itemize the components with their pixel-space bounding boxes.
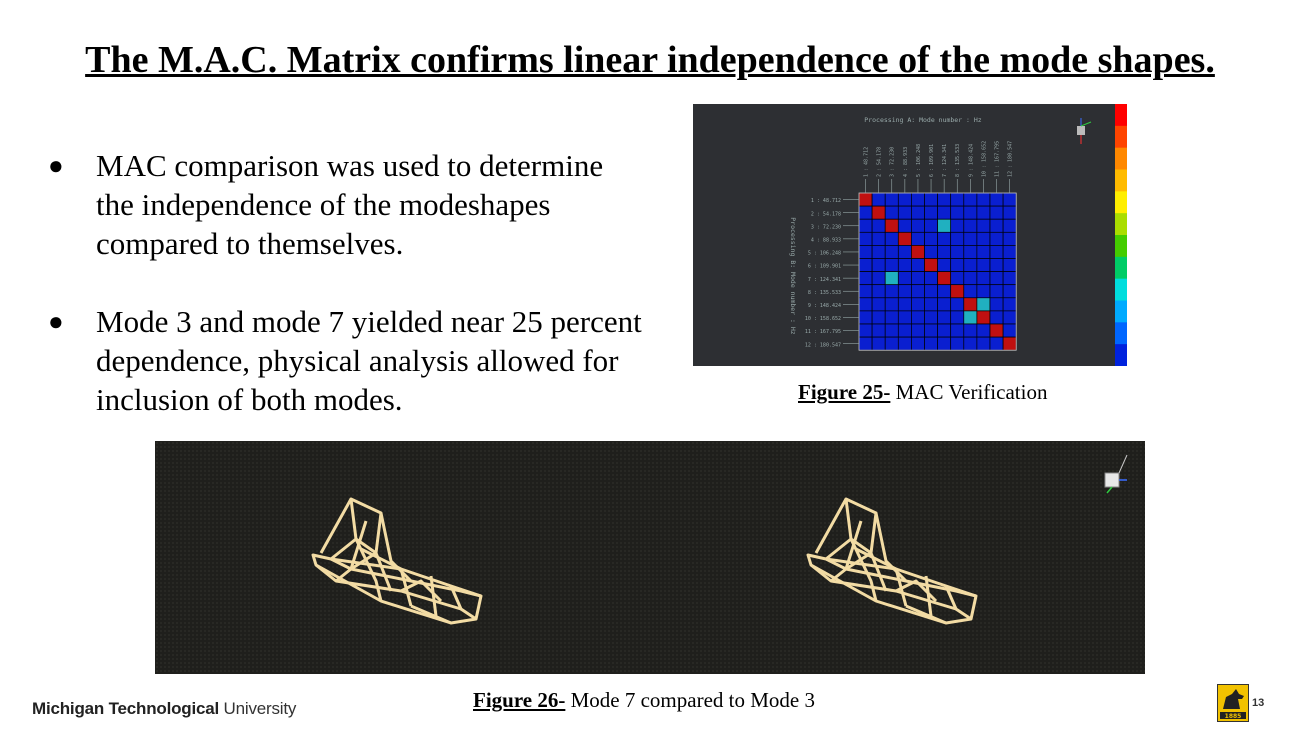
figure25-caption-text: MAC Verification — [890, 380, 1048, 404]
mac-cell — [885, 206, 898, 219]
mac-row-label: 10 : 158.652 — [804, 316, 841, 323]
mac-cell — [1003, 245, 1016, 258]
mac-cell — [1003, 193, 1016, 206]
mac-cell — [951, 298, 964, 311]
mac-cell — [990, 324, 1003, 337]
mac-cell — [1003, 285, 1016, 298]
figure25-caption — [798, 380, 1047, 405]
mac-cell — [964, 193, 977, 206]
mac-cell — [885, 298, 898, 311]
mac-col-label: 9 : 148.424 — [968, 143, 975, 177]
mac-cell — [951, 285, 964, 298]
mac-row-label: 2 : 54.178 — [810, 211, 841, 218]
mac-cell — [859, 206, 872, 219]
mac-cell — [925, 193, 938, 206]
mac-cell — [977, 232, 990, 245]
mac-cell — [938, 337, 951, 350]
mac-cell — [911, 272, 924, 285]
mac-cell — [977, 272, 990, 285]
mac-cell — [898, 193, 911, 206]
mac-cell — [859, 272, 872, 285]
mode-shapes-figure — [155, 441, 1145, 674]
mac-cell — [859, 324, 872, 337]
orientation-cube-icon — [1105, 455, 1127, 493]
legend-background — [1127, 104, 1143, 366]
mac-cell — [872, 311, 885, 324]
legend-swatch — [1115, 213, 1127, 235]
mac-cell — [911, 206, 924, 219]
mac-row-label: 6 : 109.901 — [807, 263, 841, 270]
mac-cell — [911, 337, 924, 350]
mac-cell — [1003, 259, 1016, 272]
mac-cell — [977, 298, 990, 311]
legend-swatch — [1115, 191, 1127, 213]
mac-cell — [859, 285, 872, 298]
mac-cell — [898, 219, 911, 232]
mac-cell — [990, 206, 1003, 219]
mac-y-axis-label: Processing B: Mode number : Hz — [789, 217, 797, 335]
mac-cell — [872, 285, 885, 298]
mac-cell — [911, 324, 924, 337]
mac-cell — [951, 206, 964, 219]
mac-cell — [951, 337, 964, 350]
badge-year: 1885 — [1224, 713, 1242, 720]
mac-cell — [977, 259, 990, 272]
mac-cell — [990, 337, 1003, 350]
legend-swatch — [1115, 279, 1127, 301]
orientation-triad-icon — [1077, 118, 1091, 144]
mac-cell — [898, 259, 911, 272]
mac-cell — [898, 272, 911, 285]
mac-cell — [925, 232, 938, 245]
legend-swatch — [1115, 322, 1127, 344]
mac-cell — [951, 259, 964, 272]
mac-cell — [885, 337, 898, 350]
mac-cell — [859, 193, 872, 206]
mac-cell — [951, 272, 964, 285]
mac-cell — [925, 324, 938, 337]
mac-cell — [925, 259, 938, 272]
mac-plot-title: Processing A: Mode number : Hz — [864, 116, 982, 124]
mac-cell — [1003, 298, 1016, 311]
mac-cell — [872, 232, 885, 245]
bullet-dot-icon: ● — [48, 307, 64, 336]
mac-cell — [872, 337, 885, 350]
mac-row-label: 1 : 48.712 — [810, 198, 841, 205]
mac-cell — [964, 272, 977, 285]
legend-swatch — [1115, 170, 1127, 192]
mac-cell — [898, 311, 911, 324]
mac-cell — [977, 311, 990, 324]
mac-cell — [925, 298, 938, 311]
mac-cell — [990, 259, 1003, 272]
mac-cell — [964, 245, 977, 258]
mac-cell — [872, 219, 885, 232]
mac-matrix-plot — [693, 104, 1143, 366]
mac-cell — [964, 311, 977, 324]
mac-cell — [990, 232, 1003, 245]
mac-cell — [872, 324, 885, 337]
mac-cell — [951, 324, 964, 337]
mac-cell — [859, 245, 872, 258]
mac-cell — [898, 206, 911, 219]
mac-row-label: 7 : 124.341 — [807, 276, 841, 283]
figure26-caption — [473, 688, 815, 713]
mac-cell — [977, 206, 990, 219]
mac-cell — [951, 219, 964, 232]
mac-cell — [911, 259, 924, 272]
legend-swatch — [1115, 301, 1127, 323]
mac-cell — [964, 219, 977, 232]
mac-cell — [872, 245, 885, 258]
mac-cell — [911, 232, 924, 245]
mode7-frame-shape — [313, 499, 481, 623]
mac-col-label: 1 : 48.712 — [863, 146, 870, 177]
mac-cell — [859, 232, 872, 245]
mac-cell — [964, 206, 977, 219]
mac-row-label: 9 : 148.424 — [807, 302, 841, 309]
mac-cell — [951, 245, 964, 258]
mac-cell — [885, 219, 898, 232]
mac-cell — [951, 311, 964, 324]
mac-cell — [898, 324, 911, 337]
mac-cell — [964, 259, 977, 272]
mac-cell — [938, 324, 951, 337]
mac-cell — [925, 272, 938, 285]
mac-cell — [990, 219, 1003, 232]
figure26-caption-label: Figure 26- — [473, 688, 566, 712]
slide-title: The M.A.C. Matrix confirms linear independence of the mode shapes. — [85, 39, 1215, 81]
mac-cell — [872, 298, 885, 311]
mac-cell — [925, 206, 938, 219]
mac-cell — [990, 245, 1003, 258]
mac-cell — [990, 298, 1003, 311]
bullet-list — [48, 146, 648, 458]
mac-cell — [1003, 311, 1016, 324]
mac-cell — [859, 337, 872, 350]
mac-cell — [938, 245, 951, 258]
mac-cell — [938, 311, 951, 324]
mac-row-label: 12 : 180.547 — [804, 342, 841, 349]
mac-col-label: 8 : 135.533 — [955, 143, 962, 177]
mac-color-legend — [1115, 104, 1143, 366]
mac-cell — [1003, 219, 1016, 232]
mac-cell — [1003, 206, 1016, 219]
legend-swatch — [1115, 235, 1127, 257]
mac-cell — [898, 285, 911, 298]
mac-cell — [885, 259, 898, 272]
bullet-item — [48, 302, 648, 419]
mac-cell — [977, 193, 990, 206]
mac-cell — [859, 311, 872, 324]
mac-cell — [885, 285, 898, 298]
mac-col-label: 3 : 72.230 — [889, 146, 896, 177]
mac-cell — [938, 259, 951, 272]
mac-col-label: 4 : 88.933 — [902, 146, 909, 177]
mac-cell — [990, 311, 1003, 324]
mac-col-label: 6 : 109.901 — [929, 143, 936, 177]
mac-cell — [885, 193, 898, 206]
mac-cell — [911, 193, 924, 206]
figure25-caption-label: Figure 25- — [798, 380, 891, 404]
mac-cell — [977, 245, 990, 258]
mac-cell — [938, 219, 951, 232]
bullet-text: Mode 3 and mode 7 yielded near 25 percent dependence, physical analysis allowed for inclusion of both modes. — [96, 304, 642, 417]
mac-col-label: 10 : 158.652 — [981, 140, 988, 177]
mac-cell — [898, 298, 911, 311]
mac-col-label: 11 : 167.795 — [994, 140, 1001, 177]
mac-cell — [885, 232, 898, 245]
mac-cell — [898, 245, 911, 258]
mac-cell — [938, 285, 951, 298]
mac-cell — [925, 285, 938, 298]
mac-row-label: 4 : 88.933 — [810, 237, 841, 244]
mac-cell — [911, 245, 924, 258]
mac-cell — [1003, 324, 1016, 337]
mac-cell — [859, 259, 872, 272]
mac-row-label: 5 : 106.248 — [807, 250, 841, 257]
mac-cell — [990, 193, 1003, 206]
mac-cell — [977, 219, 990, 232]
legend-swatch — [1115, 148, 1127, 170]
mode-shapes-plot — [155, 441, 1145, 674]
mac-cell — [925, 245, 938, 258]
mac-cell — [977, 337, 990, 350]
mac-cell — [911, 219, 924, 232]
mac-cell — [990, 272, 1003, 285]
mac-cell — [964, 285, 977, 298]
mac-cell — [911, 298, 924, 311]
mac-cell — [925, 219, 938, 232]
mac-cell — [938, 232, 951, 245]
bullet-dot-icon: ● — [48, 151, 64, 180]
mac-cell — [898, 232, 911, 245]
legend-swatch — [1115, 104, 1127, 126]
mac-cell — [925, 337, 938, 350]
mac-matrix-figure — [693, 104, 1143, 366]
mac-cell — [1003, 232, 1016, 245]
mac-cell — [898, 337, 911, 350]
mac-cell — [938, 206, 951, 219]
husky-badge-icon — [1217, 684, 1249, 722]
mac-cell — [977, 324, 990, 337]
mac-cell — [885, 311, 898, 324]
mac-cell — [977, 285, 990, 298]
mode3-frame-shape — [808, 499, 976, 623]
bullet-text: MAC comparison was used to determine the independence of the modeshapes compared to themselves. — [96, 148, 604, 261]
mac-cell — [911, 285, 924, 298]
mac-cell — [990, 285, 1003, 298]
mac-cell — [964, 324, 977, 337]
page-number: 13 — [1252, 697, 1265, 709]
legend-swatch — [1115, 257, 1127, 279]
mac-cell — [859, 219, 872, 232]
mac-cell — [872, 259, 885, 272]
university-name-regular: University — [219, 699, 297, 718]
mac-cell — [1003, 337, 1016, 350]
legend-swatch — [1115, 344, 1127, 366]
mac-cell — [859, 298, 872, 311]
mac-cell — [938, 272, 951, 285]
mac-col-label: 7 : 124.341 — [942, 143, 949, 177]
bullet-item — [48, 146, 648, 263]
university-logo — [32, 699, 296, 719]
mac-col-label: 12 : 180.547 — [1007, 140, 1014, 177]
mac-col-label: 2 : 54.178 — [876, 146, 883, 177]
mac-cell — [964, 232, 977, 245]
university-name-bold: Michigan Technological — [32, 699, 220, 718]
mac-cell — [925, 311, 938, 324]
mac-cell — [872, 272, 885, 285]
mac-col-label: 5 : 106.248 — [915, 143, 922, 177]
legend-swatch — [1115, 126, 1127, 148]
mac-row-label: 11 : 167.795 — [804, 329, 841, 336]
mac-row-label: 3 : 72.230 — [810, 224, 841, 231]
mac-cell — [964, 298, 977, 311]
mac-cell — [885, 245, 898, 258]
mac-cell — [1003, 272, 1016, 285]
figure26-caption-text: Mode 7 compared to Mode 3 — [565, 688, 815, 712]
mac-cell — [951, 232, 964, 245]
mac-cell — [951, 193, 964, 206]
mac-cell — [885, 324, 898, 337]
mac-cell — [964, 337, 977, 350]
mac-row-label: 8 : 135.533 — [807, 289, 841, 296]
mac-cell — [885, 272, 898, 285]
mac-cell — [872, 206, 885, 219]
mac-cell — [911, 311, 924, 324]
mac-cell — [938, 193, 951, 206]
mac-cell — [938, 298, 951, 311]
mac-cell — [872, 193, 885, 206]
